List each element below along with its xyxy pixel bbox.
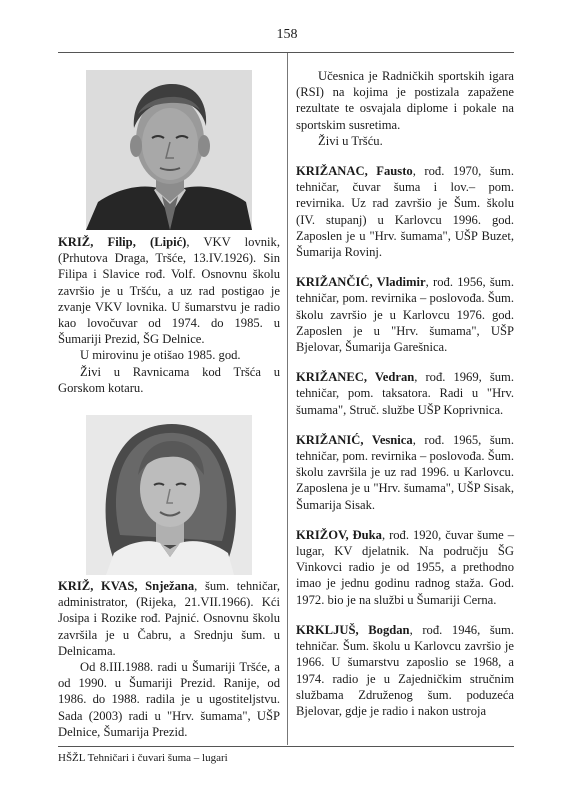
portrait-woman-image — [58, 415, 280, 575]
portrait-man-image — [58, 70, 280, 230]
entry-text: , rođ. 1946, šum. tehničar. Šum. školu u Karlovcu završio je 1966. U šumarstvu zaposlio se 1968, a 1974. radio je u Zajedničkim stručnim službama Združenog šum. poduzeća Bjelovar, gdje je radio i nakon ustroja — [296, 622, 514, 718]
entry-name: KRIŽ, KVAS, Snježana — [58, 579, 195, 593]
entry-name: KRKLJUŠ, Bogdan — [296, 622, 410, 637]
entry-paragraph: Učesnica je Radničkih sportskih igara (RSI) na kojima je postizala zapažene rezultate te osvajala diplome i pokale na sportskim susretima. — [296, 69, 514, 132]
entry-paragraph: U mirovinu je otišao 1985. god. — [80, 348, 241, 363]
entry-text: , rođ. 1956, šum. tehničar, pom. revirnika – poslovođa. Šum. školu završio je u Karlovcu 1976. god. Zaposlen je u "Hrv. šumama", UŠP Bjelovar, Šumarija Garešnica. — [296, 275, 514, 355]
entry-text: , rođ. 1969, šum. tehničar, pom. taksatora. Radi u "Hrv. šumama", Struč. službe UŠP Koprivnica. — [296, 370, 514, 417]
entry-text: , VKV lovnik, (Prhutova Draga, Tršće, 13.IV.1926). Sin Filipa i Slavice rođ. Volf. Osnovnu školu završio je u Tršću, a uz rad postigao je zvanje VKV lovnika. U šumarstvu je radio kao lovočuvar od 1974. do 1985. u Šumariji Prezid, ŠG Delnice. — [58, 235, 280, 347]
page-footer: HŠŽL Tehničari i čuvari šuma – lugari — [58, 752, 228, 764]
entry-text: , šum. tehničar, administrator, (Rijeka, 21.VII.1966). Kći Josipa i Rozike rođ. Pajnić. Osnovnu školu završila je u Čabru, a Srednju šum. u Delnicama. — [58, 579, 280, 658]
entry-krizanec — [296, 369, 514, 418]
header-rule — [58, 52, 514, 53]
entry-name: KRIŽ, Filip, (Lipić) — [58, 235, 187, 249]
entry-kriz-snjezana — [58, 578, 280, 740]
page-number: 158 — [276, 27, 298, 42]
entry-paragraph: Živi u Ravnicama kod Tršća u Gorskom kotaru. — [58, 364, 280, 395]
entry-text: , rođ. 1920, čuvar šume – lugar, KV djelatnik. Na području ŠG Vinkovci radio je od 1955, a prethodno imao je jednu godinu radnog staža. God. 1972. bio je na službi u Šumariji Cerna. — [296, 527, 515, 607]
entry-paragraph: Živi u Tršću. — [318, 133, 383, 148]
entry-name: KRIŽANAC, Fausto — [296, 164, 413, 179]
entry-name: KRIŽANIĆ, Vesnica — [296, 432, 413, 447]
entry-text: , rođ. 1965, šum. tehničar, pom. revirnika – poslovođa. Šum. školu završila je uz rad 1996. u Karlovcu. Zaposlena je u "Hrv. šumama", UŠP Sisak, Šumarija Sisak. — [296, 432, 514, 512]
entry-krizanac — [296, 163, 514, 260]
entry-name: KRIŽOV, Đuka — [296, 527, 382, 542]
entry-krizov — [296, 527, 514, 608]
column-divider — [287, 53, 288, 745]
entry-krizanic — [296, 432, 514, 513]
portrait-photo-kriz-filip — [58, 70, 280, 230]
entry-name: KRIŽANČIĆ, Vladimir — [296, 275, 426, 290]
footer-rule — [58, 746, 514, 747]
entry-text: , rođ. 1970, šum. tehničar, čuvar šuma i lov.– pom. revirnika. Uz rad završio je Šum. školu (IV. stupanj) u Karlovcu 1996. god. Zaposlen je u "Hrv. šumama", UŠP Buzet, Šumarija Rovinj. — [296, 164, 514, 260]
entry-kriz-filip — [58, 234, 280, 396]
portrait-photo-kriz-snjezana — [58, 415, 280, 575]
entry-continuation — [296, 68, 514, 149]
entry-paragraph: Od 8.III.1988. radi u Šumariji Tršće, a od 1990. u Šumariji Prezid. Ranije, od 1986. do 1988. radila je u ugostiteljstvu. Sada (2003) radi u "Hrv. šumama", UŠP Delnice, Šumarija Prezid. — [58, 660, 280, 739]
entry-name: KRIŽANEC, Vedran — [296, 370, 415, 385]
entry-krizancic — [296, 274, 514, 355]
right-column — [296, 68, 514, 733]
entry-krkljus — [296, 622, 514, 719]
